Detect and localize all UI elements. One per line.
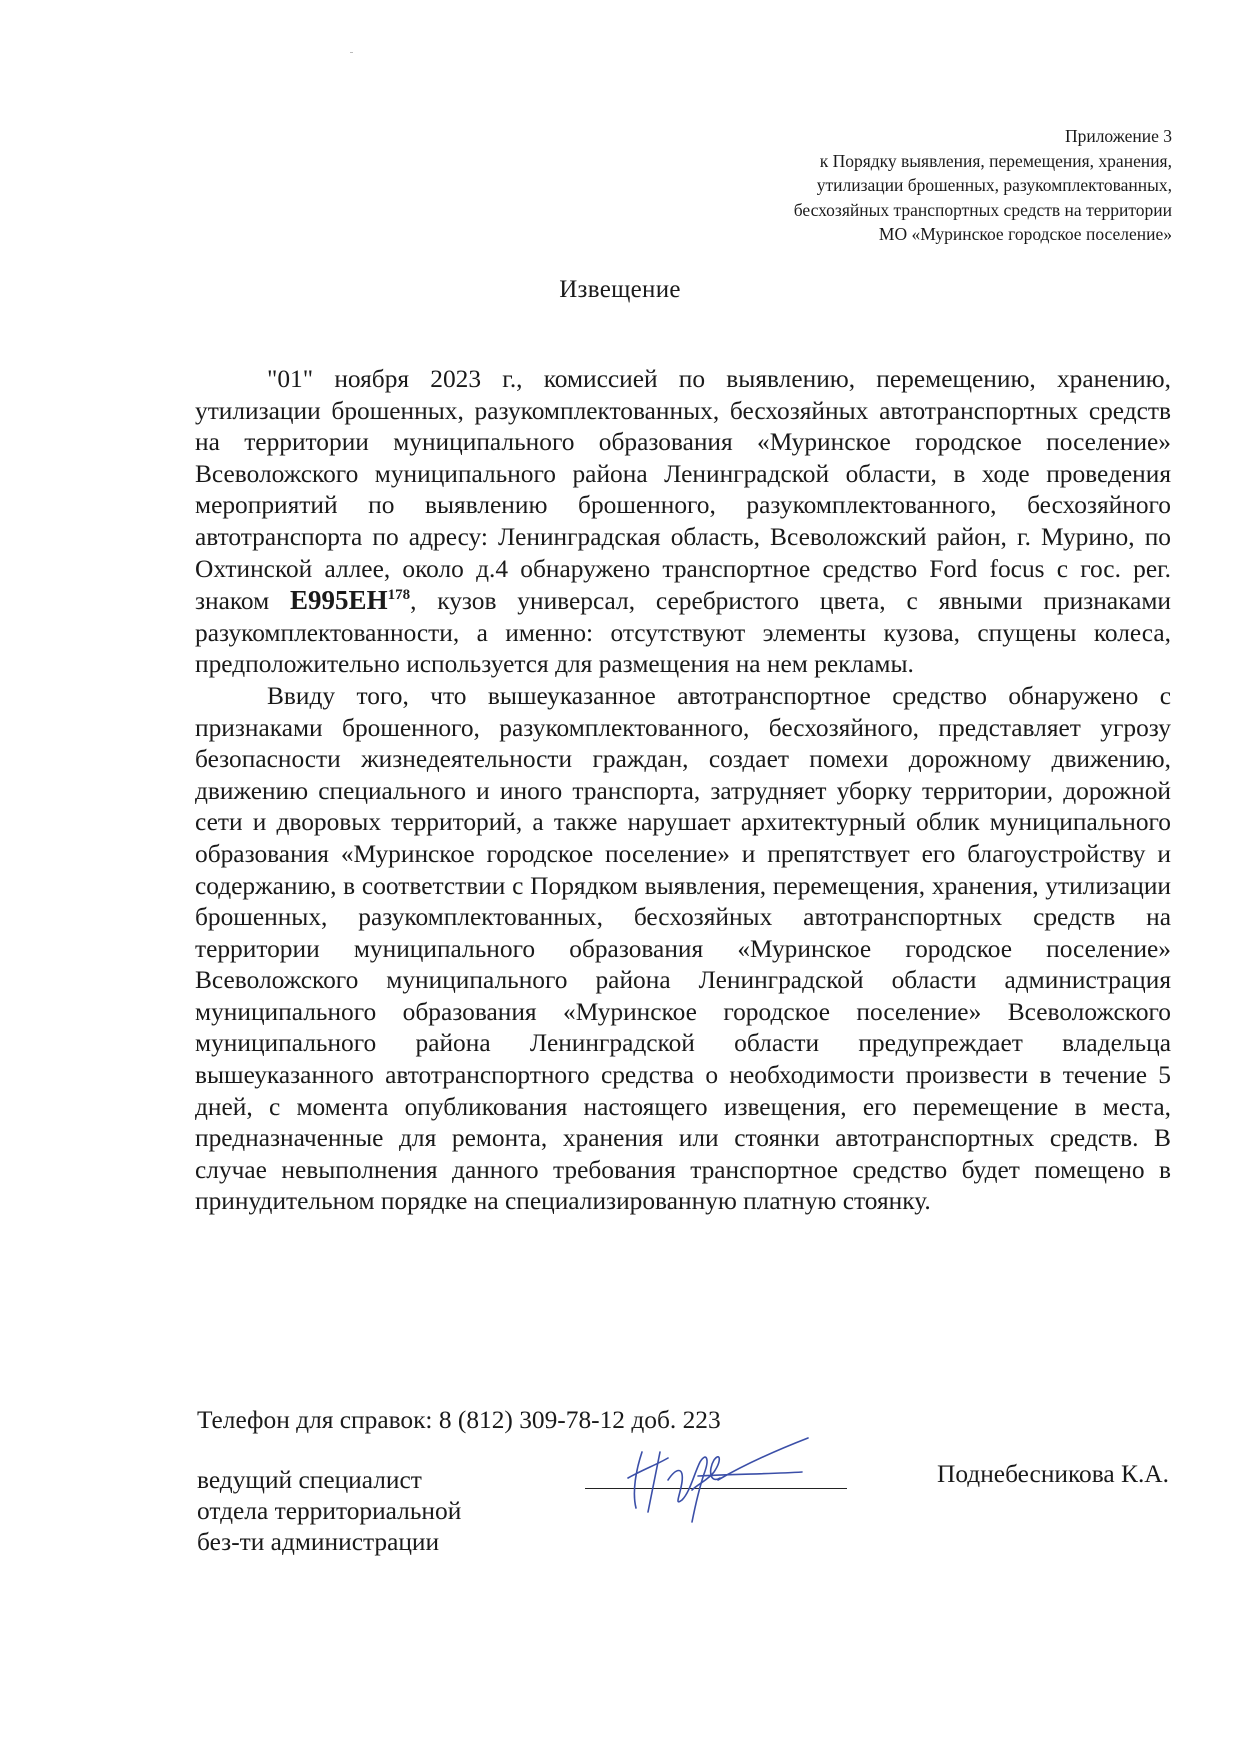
position-line: без-ти администрации: [197, 1528, 440, 1556]
paragraph-2: Ввиду того, что вышеуказанное автотранспортное средство обнаружено с признаками брошенного, разукомплектованного, бесхозяйного, представляет угрозу безопасности жизнедеятельности граждан, создает помехи дорожному движению, движению специального и иного транспорта, затрудняет уборку территории, дорожной сети и дворовых территорий, а также нарушает архитектурный облик муниципального образования «Муринское городское поселение» и препятствует его благоустройству и содержанию, в соответствии с Порядком выявления, перемещения, хранения, утилизации брошенных, разукомплектованных, бесхозяйных автотранспортных средств на территории муниципального образования «Муринское городское поселение» Всеволожского муниципального района Ленинградской области администрация муниципального образования «Муринское городское поселение» Всеволожского муниципального района Ленинградской области предупреждает владельца вышеуказанного автотранспортного средства о необходимости произвести в течение 5 дней, с момента опубликования настоящего извещения, его перемещение в места, предназначенные для ремонта, хранения или стоянки автотранспортных средств. В случае невыполнения данного требования транспортное средство будет помещено в принудительном порядке на специализированную платную стоянку.: [195, 681, 1171, 1216]
appendix-line: утилизации брошенных, разукомплектованных,: [816, 175, 1172, 195]
plate-number: Е995ЕН: [290, 585, 388, 616]
paragraph-1: [195, 364, 1171, 681]
appendix-line: Приложение 3: [1064, 126, 1172, 146]
plate-region: 178: [387, 587, 411, 604]
signer-name: Поднебесникова К.А.: [937, 1460, 1169, 1488]
position-line: ведущий специалист: [197, 1466, 422, 1494]
paragraph-1-tail: , кузов универсал, серебристого цвета, с явными признаками разукомплектованности, а именно: отсутствуют элементы кузова, спущены колеса, предположительно используется для размещения на нем рекламы.: [195, 587, 1171, 679]
document-title: Извещение: [559, 276, 681, 303]
appendix-line: к Порядку выявления, перемещения, хранения,: [819, 150, 1172, 171]
handwritten-signature: [622, 1430, 822, 1530]
signer-position: [197, 1465, 461, 1558]
position-line: отдела территориальной: [197, 1497, 462, 1525]
contact-phone: Телефон для справок: 8 (812) 309-78-12 доб. 223: [197, 1406, 721, 1434]
paragraph-1-text: "01" ноября 2023 г., комиссией по выявлению, перемещению, хранению, утилизации брошенных, разукомплектованных, бесхозяйных автотранспортных средств на территории муниципального образования «Муринское городское поселение» Всеволожского муниципального района Ленинградской области, в ходе проведения мероприятий по выявлению брошенного, разукомплектованного, бесхозяйного автотранспорта по адресу: Ленинградская область, Всеволожский район, г. Мурино, по Охтинской аллее, около д.4 обнаружено транспортное средство Ford focus с гос. рег. знаком: [195, 365, 1171, 616]
scan-artifact: [350, 52, 353, 53]
license-plate: [290, 585, 410, 615]
notice-body: [195, 364, 1171, 1218]
appendix-line: бесхозяйных транспортных средств на территории: [793, 199, 1172, 220]
appendix-line: МО «Муринское городское поселение»: [878, 224, 1172, 244]
appendix-header: [612, 124, 1172, 247]
